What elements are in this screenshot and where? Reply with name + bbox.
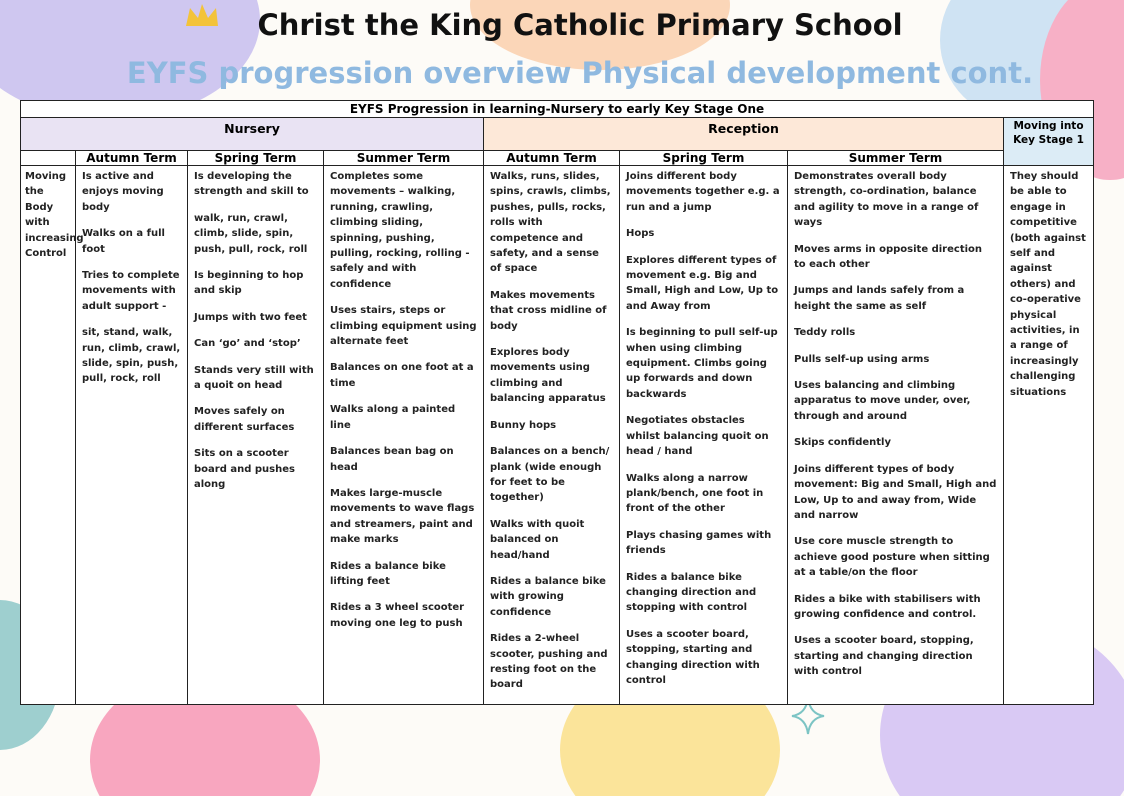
list-item: Teddy rolls bbox=[794, 327, 856, 339]
list-item: Is active and enjoys moving body bbox=[82, 171, 164, 213]
group-header-nursery: Nursery bbox=[21, 118, 484, 151]
list-item: Rides a balance bike lifting feet bbox=[330, 560, 446, 587]
list-item: Rides a 3 wheel scooter moving one leg to push bbox=[330, 602, 465, 629]
list-item: Tries to complete movements with adult support - bbox=[82, 270, 180, 312]
ks1-cell bbox=[1004, 166, 1094, 705]
list-item: Rides a 2-wheel scooter, pushing and resting foot on the board bbox=[490, 633, 608, 691]
list-item: Joins different types of body movement: Big and Small, High and Low, Up to and away from, Wide and narrow bbox=[794, 463, 997, 521]
list-item: Rides a balance bike with growing confidence bbox=[490, 575, 606, 618]
page-title: Christ the King Catholic Primary School bbox=[257, 8, 903, 42]
list-item: Walks, runs, slides, spins, crawls, climbs, pushes, pulls, rocks, rolls with competence and safety, and a sense of space bbox=[490, 171, 611, 275]
list-item: Jumps with two feet bbox=[194, 311, 307, 323]
list-item: Joins different body movements together e.g. a run and a jump bbox=[626, 171, 780, 213]
list-item: Uses a scooter board, stopping, starting and changing direction with control bbox=[626, 628, 760, 686]
list-item: Makes large-muscle movements to wave flags and streamers, paint and make marks bbox=[330, 487, 475, 546]
table-row bbox=[21, 166, 1094, 705]
nursery-spring-cell bbox=[188, 166, 324, 705]
list-item: Plays chasing games with friends bbox=[626, 529, 772, 557]
progression-table bbox=[20, 100, 1094, 705]
table-banner: EYFS Progression in learning-Nursery to early Key Stage One bbox=[21, 101, 1094, 118]
list-item: Negotiates obstacles whilst balancing quoit on head / hand bbox=[626, 415, 769, 458]
list-item: Uses balancing and climbing apparatus to move under, over, through and around bbox=[794, 380, 971, 422]
reception-spring-cell bbox=[620, 166, 788, 705]
list-item: Walks with quoit balanced on head/hand bbox=[490, 518, 585, 561]
term-header-reception-summer: Summer Term bbox=[788, 151, 1004, 166]
group-header-reception: Reception bbox=[484, 118, 1004, 151]
list-item: Moves arms in opposite direction to each other bbox=[794, 243, 983, 271]
term-header-reception-autumn: Autumn Term bbox=[484, 151, 620, 166]
list-item: Skips confidently bbox=[794, 437, 891, 449]
list-item: Demonstrates overall body strength, co-ordination, balance and agility to move in a range of ways bbox=[794, 171, 979, 229]
list-item: Is beginning to pull self-up when using climbing equipment. Climbs going up forwards and down backwards bbox=[626, 327, 778, 400]
list-item: walk, run, crawl, climb, slide, spin, push, pull, rock, roll bbox=[194, 212, 308, 255]
row-label: Moving the Body with increasing Control bbox=[21, 166, 76, 705]
list-item: Stands very still with a quoit on head bbox=[194, 364, 314, 392]
list-item: Completes some movements – walking, running, crawling, climbing sliding, spinning, pushing, pulling, rocking, rolling - safely and with confidence bbox=[330, 171, 470, 290]
term-header-nursery-summer: Summer Term bbox=[324, 151, 484, 166]
list-item: Explores body movements using climbing and balancing apparatus bbox=[490, 347, 606, 405]
list-item: Walks on a full foot bbox=[82, 228, 165, 255]
reception-summer-cell bbox=[788, 166, 1004, 705]
list-item: Balances bean bag on head bbox=[330, 446, 454, 473]
list-item: Walks along a painted line bbox=[330, 404, 456, 431]
list-item: Jumps and lands safely from a height the same as self bbox=[794, 285, 965, 312]
list-item: Uses stairs, steps or climbing equipment using alternate feet bbox=[330, 305, 477, 348]
list-item: Makes movements that cross midline of body bbox=[490, 289, 607, 332]
list-item: Hops bbox=[626, 228, 655, 240]
list-item: Can ‘go’ and ‘stop’ bbox=[194, 338, 301, 350]
list-item: Rides a balance bike changing direction and stopping with control bbox=[626, 571, 757, 614]
list-item: Use core muscle strength to achieve good posture when sitting at a table/on the floor bbox=[794, 536, 990, 579]
list-item: Walks along a narrow plank/bench, one foot in front of the other bbox=[626, 472, 764, 515]
list-item: Is developing the strength and skill to bbox=[194, 171, 309, 198]
empty-corner-cell bbox=[21, 151, 76, 166]
list-item: Explores different types of movement e.g. Big and Small, High and Low, Up to and Away from bbox=[626, 254, 779, 312]
term-header-reception-spring: Spring Term bbox=[620, 151, 788, 166]
list-item: Uses a scooter board, stopping, starting and changing direction with control bbox=[794, 635, 974, 678]
list-item: Balances on a bench/ plank (wide enough for feet to be together) bbox=[490, 446, 610, 504]
group-header-ks1: Moving into Key Stage 1 bbox=[1004, 118, 1094, 166]
list-item: Pulls self-up using arms bbox=[794, 353, 930, 365]
list-item: Is beginning to hop and skip bbox=[194, 270, 304, 297]
list-item: Balances on one foot at a time bbox=[330, 362, 474, 389]
list-item: Bunny hops bbox=[490, 419, 557, 431]
reception-autumn-cell bbox=[484, 166, 620, 705]
list-item: Rides a bike with stabilisers with growing confidence and control. bbox=[794, 593, 981, 620]
page-subtitle: EYFS progression overview Physical development cont. bbox=[126, 56, 1034, 90]
term-header-nursery-autumn: Autumn Term bbox=[76, 151, 188, 166]
nursery-summer-cell bbox=[324, 166, 484, 705]
term-header-nursery-spring: Spring Term bbox=[188, 151, 324, 166]
list-item: They should be able to engage in competitive (both against self and against others) and co-operative physical activities, in a range of increasingly challenging situations bbox=[1010, 171, 1086, 398]
list-item: Sits on a scooter board and pushes along bbox=[194, 448, 295, 491]
list-item: sit, stand, walk, run, climb, crawl, slide, spin, push, pull, rock, roll bbox=[82, 327, 181, 385]
list-item: Moves safely on different surfaces bbox=[194, 406, 295, 433]
nursery-autumn-cell bbox=[76, 166, 188, 705]
